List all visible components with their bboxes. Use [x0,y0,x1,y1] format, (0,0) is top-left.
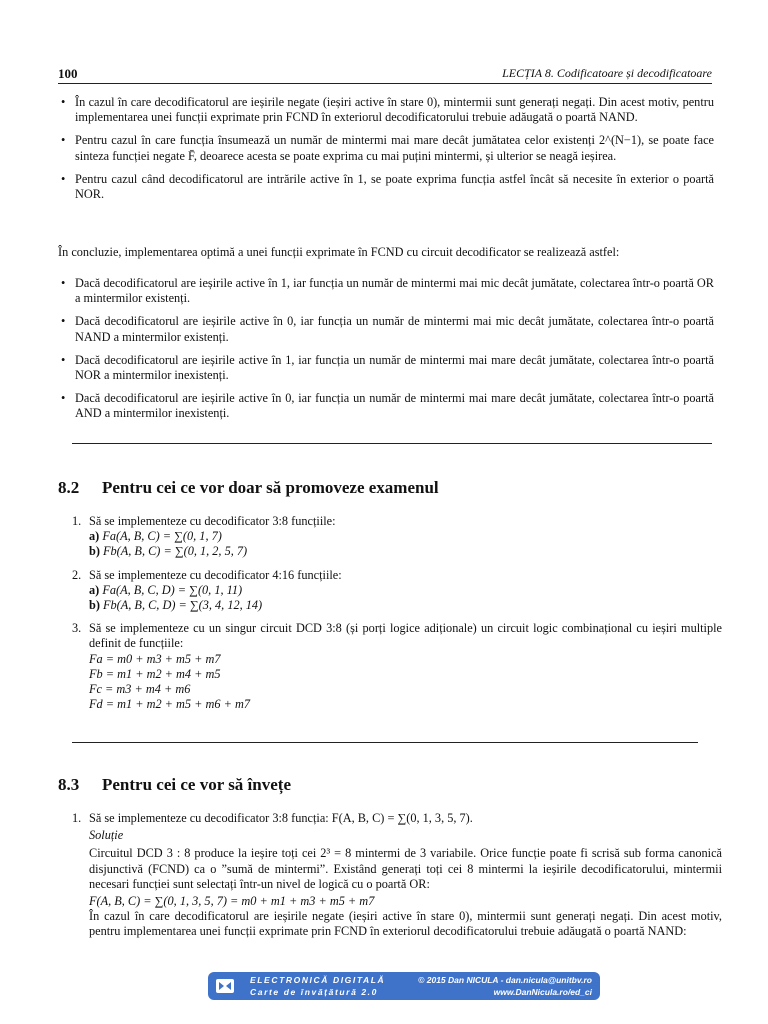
footer-book-subtitle: Carte de învățătură 2.0 [250,987,378,997]
item-number: 2. [72,567,82,582]
solution-label: Soluție [89,828,124,843]
section-divider [72,443,712,444]
section-title: Pentru cei ce vor să învețe [102,775,291,794]
bullet-text: Pentru cazul în care funcția însumează un număr de mintermi mai mare decât jumătatea celor existenți 2^(N−1), se poate face sinteza funcției negate F̄, deoarece acesta se poate exprima cu mai puțini mintermi, și ulterior se neagă ieșirea. [75,133,714,163]
bullet-icon: • [61,314,66,329]
item-text: Să se implementeze cu un singur circuit DCD 3:8 (și porți logice adiționale) un circuit logic combinațional cu ieșiri multiple definit de funcțiile: [89,621,722,651]
sub-expression: Fa(A, B, C, D) = ∑(0, 1, 11) [102,582,243,597]
footer-banner [208,972,600,1000]
section-number: 8.3 [58,775,80,794]
equation: Fc = m3 + m4 + m6 [89,682,191,697]
list-item [72,514,722,560]
page-number: 100 [58,66,78,81]
solution-paragraph: În cazul în care decodificatorul are ieșirile negate (ieșiri active în stare 0), mintermii sunt generați negați. Din acest motiv, pentru implementarea unei funcții exprimate prin FCND în exteriorul decodificatorului trebuie adăugată o poartă NAND: [89,909,722,939]
section-title: Pentru cei ce vor doar să promoveze examenul [102,478,439,497]
intro-bullet-list [58,95,714,202]
bullet-text: Dacă decodificatorul are ieșirile active în 0, iar funcția un număr de mintermi mai mic decât jumătate, colectarea într-o poartă NAND a mintermilor existenți. [75,314,714,344]
item-text: Să se implementeze cu decodificator 3:8 funcția: F(A, B, C) = ∑(0, 1, 3, 5, 7). [89,811,473,825]
bullet-icon: • [61,391,66,406]
bullet-icon: • [61,276,66,290]
sub-label: a) [89,529,100,544]
bullet-text: Dacă decodificatorul are ieșirile active în 0, iar funcția un număr de mintermi mai mare decât jumătate, colectarea într-o poartă AND a mintermilor inexistenți. [75,391,714,421]
list-item [58,314,714,344]
list-item [58,391,714,421]
exercise-list-8-3 [72,811,722,940]
sub-expression: Fb(A, B, C, D) = ∑(3, 4, 12, 14) [103,598,263,613]
solution-equation: F(A, B, C) = ∑(0, 1, 3, 5, 7) = m0 + m1 + m3 + m5 + m7 [89,894,375,909]
section-heading-8-3 [58,775,291,795]
item-number: 1. [72,811,82,825]
bullet-icon: • [61,95,66,109]
sub-label: a) [89,582,100,597]
footer-website: www.DanNicula.ro/ed_ci [493,987,592,997]
list-item [72,811,722,940]
conclusion-bullet-list [58,276,714,422]
list-item [72,621,722,712]
list-item [58,133,714,163]
list-item [58,95,714,125]
sub-label: b) [89,544,100,559]
item-number: 3. [72,621,82,636]
item-number: 1. [72,514,82,528]
sub-item [89,544,722,559]
section-divider [72,742,698,743]
section-heading-8-2 [58,478,439,498]
sub-item [89,529,722,544]
bullet-text: În cazul în care decodificatorul are ieșirile negate (ieșiri active în stare 0), mintermii sunt generați negați. Din acest motiv, pentru implementarea unei funcții exprimate prin FCND în exteriorul decodificatorului trebuie adăugată o poartă NAND. [75,95,714,125]
bullet-icon: • [61,133,66,148]
item-text: Să se implementeze cu decodificator 4:16 funcțiile: [89,567,342,582]
sub-label: b) [89,598,100,613]
bullet-text: Dacă decodificatorul are ieșirile active în 1, iar funcția un număr de mintermi mai mare decât jumătate, colectarea într-o poartă NOR a mintermilor inexistenți. [75,352,714,383]
book-logo-icon [215,977,235,995]
sub-expression: Fa(A, B, C) = ∑(0, 1, 7) [102,529,222,544]
exercise-list-8-2 [72,514,722,712]
bullet-icon: • [61,171,66,186]
equation: Fd = m1 + m2 + m5 + m6 + m7 [89,697,251,712]
bullet-icon: • [61,352,66,367]
equation: Fa = m0 + m3 + m5 + m7 [89,651,221,666]
equation: Fb = m1 + m2 + m4 + m5 [89,666,221,681]
sub-item [89,583,722,598]
bullet-text: Pentru cazul când decodificatorul are intrările active în 1, se poate exprima funcția astfel încât să necesite în exterior o poartă NOR. [75,171,714,202]
item-text: Să se implementeze cu decodificator 3:8 funcțiile: [89,514,336,528]
list-item [72,568,722,614]
header-rule [58,83,712,84]
bullet-text: Dacă decodificatorul are ieșirile active în 1, iar funcția un număr de mintermi mai mic decât jumătate, colectarea într-o poartă OR a mintermilor existenți. [75,276,714,306]
sub-expression: Fb(A, B, C) = ∑(0, 1, 2, 5, 7) [103,544,248,559]
footer-book-title: ELECTRONICĂ DIGITALĂ [250,975,386,985]
running-title: LECȚIA 8. Codificatoare și decodificatoare [502,66,712,80]
list-item [58,353,714,383]
list-item [58,276,714,306]
footer-copyright: © 2015 Dan NICULA - dan.nicula@unitbv.ro [418,975,592,985]
list-item [58,172,714,202]
section-number: 8.2 [58,478,80,497]
solution-paragraph: Circuitul DCD 3 : 8 produce la ieșire toți cei 2³ = 8 mintermi de 3 variabile. Orice funcție poate fi scrisă sub forma canonică disjunctivă (FCND) ca o ”sumă de mintermi”. Existând generați toți cei 8 mintermi la ieșirile decodificatorului, mintermii necesari funcției sunt selectați într-un nivel de logică cu o poartă OR: [89,846,722,891]
conclusion-paragraph: În concluzie, implementarea optimă a unei funcții exprimate în FCND cu circuit decodificator se realizează astfel: [58,245,620,259]
sub-item [89,598,722,613]
